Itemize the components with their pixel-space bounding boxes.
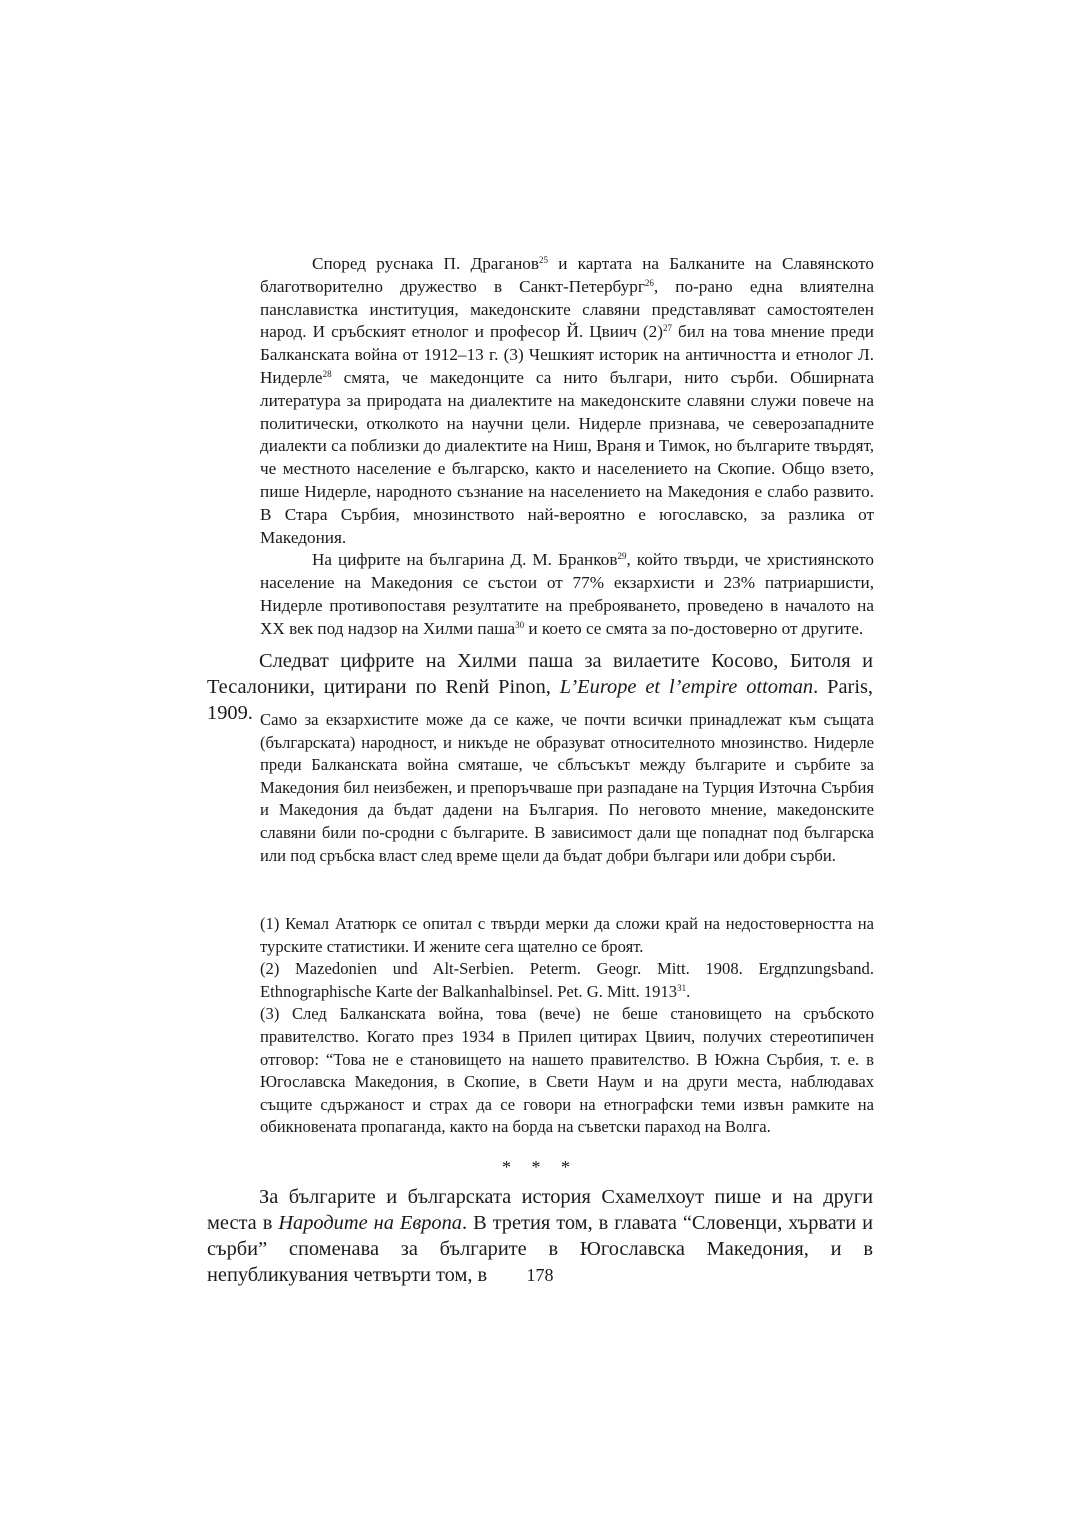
indented-quote-block xyxy=(260,253,874,641)
footnote-ref-27: 27 xyxy=(662,323,672,334)
footnote-ref-29: 29 xyxy=(617,551,627,562)
footnote-3: (3) След Балканската война, това (вече) не беше становището на сръбското правителство. Когато през 1934 в Прилеп цитирах Цвиич, получих стереотипичен отговор: “Това не е становището на нашето правителство. В Южна Сърбия, т. е. в Югославска Македония, в Скопие, в Свети Наум и на други места, наблюдавах същите сдържаност и страх да се говори на етнографски теми извън рамките на обикновената пропаганда, както на борда на съветски параход на Волга. xyxy=(260,1004,874,1137)
quote-paragraph-1: Според руснака П. Драганов$^{25}$ и картата на Балканите на Славянското благотворително дружество в Санкт-Петербург$^{26}$, по-рано една влиятелна панславистка институция, македонските славяни представляват самостоятелен народ. И сръбският етнолог и професор Й. Цвиич $(2)^{27}$ бил на това мнение преди Балканската война от 1912–13 г. (3) Чешкият историк на античността и етнолог Л. Нидерле$^{28}$ смята, че македонците са нито българи, нито сърби. Обширната литература за природата на диалектите на македонските славяни служи повече на политически, отколкото на научни цели. Нидерле признава, че северозападните диалекти са поблизки до диалектите на Ниш, Враня и Тимок, но българите твърдят, че местното население е българско, както и населението на Скопие. Общо взето, пише Нидерле, народното съзнание на населението на Македония е слабо развито. В Стара Сърбия, мнозинството най-вероятно е югославско, за разлика от Македония. xyxy=(260,254,875,547)
footnote-ref-28: 28 xyxy=(322,368,332,379)
page-number: 178 xyxy=(526,1265,554,1285)
footnote-1: (1) Кемал Ататюрк се опитал с твърди мерки да сложи край на недостоверността на турските статистики. И жените сега щателно се броят. xyxy=(260,914,874,956)
footnote-ref-26: 26 xyxy=(644,277,654,288)
main-paragraph: Следват цифрите на Хилми паша за вилаетите Косово, Битоля и Тесалоники, цитирани по Renй Pinon, L’Europe et l’empire ottoman. Paris, 1909. xyxy=(207,650,874,724)
quoted-note-block: Само за екзархистите може да се каже, че почти всички принадлежат към същата (българската) народност, и никъде не образуват относителното мнозинство. Нидерле преди Балканската война смяташе, че сблъсъкът между българите и сърбите за Македония бил неизбежен, и препоръчваше при разпадане на Турция Източна Сърбия и Македония да бъдат дадени на България. По неговото мнение, македонските славяни били по-сродни с българите. В зависимост дали ще попаднат под българска или под сръбска власт след време щели да бъдат добри българи или добри сърби. xyxy=(260,710,874,865)
footnotes-block xyxy=(260,913,874,1139)
section-separator: * * * xyxy=(502,1157,578,1177)
footnote-ref-25: 25 xyxy=(539,255,549,265)
final-paragraph: За българите и българската история Схамелхоут пише и на други места в Народите на Европа. В третия том, в главата “Словенци, хървати и сърби” споменава за българите в Югославска Македония, и в непубликувания четвърти том, в xyxy=(207,1186,874,1286)
footnote-2: (2) Mazedonien und Alt-Serbien. Peterm. Geogr. Mitt. 1908. Ergдnzungsband. Ethnographische Karte der Balkanhalbinsel. Pet. G. Mitt. 1913$^{31}$. xyxy=(260,959,874,1001)
book-title-italic: Народите на Европа xyxy=(278,1212,462,1234)
quote-paragraph-2: На цифрите на българина Д. М. Бранков$^{29}$, който твърди, че християнското население на Македония се състои от 77% екзархисти и 23% патриаршисти, Нидерле противопоставя резултатите на преброяването, проведено в началото на XX век под надзор на Хилми паша$^{30}$ и което се смята за по-достоверно от другите. xyxy=(260,550,874,638)
book-title: L’Europe et l’empire ottoman xyxy=(559,676,814,698)
footnote-ref-31: 31 xyxy=(677,982,687,993)
footnote-ref-30: 30 xyxy=(515,619,525,630)
